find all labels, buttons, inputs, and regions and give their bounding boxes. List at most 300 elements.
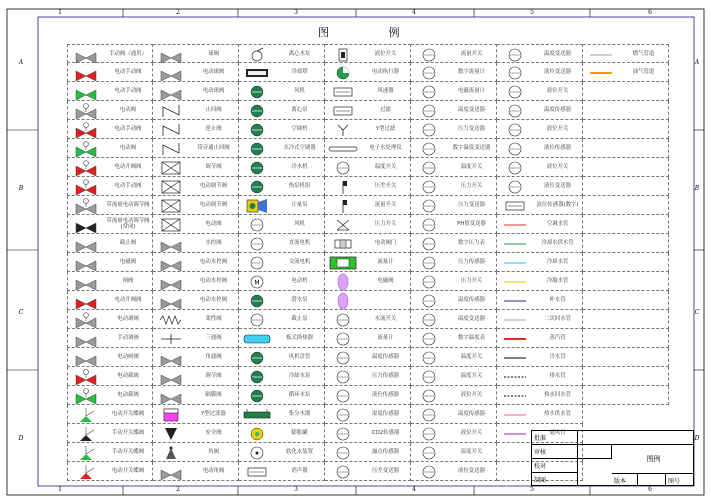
legend-item	[153, 196, 239, 215]
empty-icon	[583, 291, 619, 310]
legend-item	[583, 63, 669, 82]
circle-icon	[411, 462, 447, 481]
legend-item	[153, 443, 239, 462]
legend-label: 流量开关	[460, 50, 483, 57]
circle-icon	[411, 253, 447, 272]
legend-item	[67, 63, 153, 82]
legend-label: 空调机	[291, 126, 308, 132]
legend-item	[411, 101, 497, 120]
legend-item	[325, 158, 411, 177]
legend-label: 温度变送器	[458, 316, 485, 322]
legend-label: 过滤	[380, 107, 391, 113]
circle-dot-icon	[239, 443, 275, 462]
lamp-purple-icon	[325, 272, 361, 291]
legend-item	[325, 348, 411, 367]
line-yellow-icon	[497, 272, 533, 291]
valve-motor-green-icon	[68, 139, 104, 158]
legend-item	[239, 234, 325, 253]
empty-icon	[583, 253, 619, 272]
legend-item	[239, 139, 325, 158]
legend-label: 电动水控阀	[200, 278, 227, 284]
legend-label: 数字压力表	[458, 240, 485, 246]
valve-gray-icon	[68, 45, 104, 64]
check-icon	[153, 139, 189, 158]
legend-item	[497, 196, 583, 215]
legend-item	[411, 158, 497, 177]
legend-label: 压力变送器	[458, 126, 485, 132]
legend-item	[239, 63, 325, 82]
legend-label: 离心泵	[291, 107, 308, 113]
legend-label: 带流量电动调节阀(常闭)	[106, 218, 150, 230]
legend-label: 排水管	[549, 373, 566, 379]
circle-green-icon	[239, 158, 275, 177]
legend-label: 数字流量计	[458, 69, 485, 75]
legend-item	[583, 158, 669, 177]
valve-gray-icon	[153, 234, 189, 253]
legend-item	[411, 443, 497, 462]
legend-item	[239, 443, 325, 462]
legend-item	[67, 272, 153, 291]
legend-label: 截止泵	[291, 316, 308, 322]
valve-gray-icon	[68, 272, 104, 291]
legend-item	[239, 196, 325, 215]
circle-green-icon	[239, 120, 275, 139]
legend-label: 风机	[294, 88, 305, 94]
valve-motor-red-icon	[68, 177, 104, 196]
legend-item	[239, 291, 325, 310]
tb-header	[578, 431, 693, 445]
legend-item	[325, 329, 411, 348]
legend-label: 液位传感器	[372, 392, 399, 398]
legend-label: 直流电机	[288, 240, 311, 246]
valve-gray-icon	[153, 386, 189, 405]
circle-icon	[411, 329, 447, 348]
legend-item	[153, 291, 239, 310]
legend-label: 电动阀	[205, 221, 222, 227]
legend-label: 露点传感器	[372, 449, 399, 455]
legend-item	[325, 215, 411, 234]
row-label-A-left: A	[18, 59, 24, 66]
legend-label: 电子水处理仪	[369, 145, 402, 151]
legend-item	[67, 120, 153, 139]
legend-label: 电动执行器	[372, 69, 399, 75]
legend-label: 手动开关蝶阀	[111, 449, 145, 455]
pump-side-icon	[239, 45, 275, 64]
legend-item	[583, 177, 669, 196]
tb-version-value	[638, 473, 666, 486]
valve-motor-icon	[68, 196, 104, 215]
legend-label: 压差开关	[374, 183, 397, 189]
circle-icon	[411, 291, 447, 310]
valve-gray-icon	[153, 253, 189, 272]
circle-icon	[325, 329, 361, 348]
legend-label: 离心水泵	[288, 50, 311, 57]
legend-label: PH值变送器	[457, 221, 486, 227]
box-x-icon	[153, 196, 189, 215]
column-label-4-bottom: 4	[412, 486, 416, 493]
legend-item	[325, 424, 411, 443]
legend-item	[239, 329, 325, 348]
empty-icon	[497, 462, 533, 481]
legend-item	[67, 405, 153, 424]
tb-draw: 制图	[532, 473, 578, 486]
legend-label: 电动闸阀	[117, 354, 139, 360]
legend-item	[67, 348, 153, 367]
legend-label: 交流电机	[288, 259, 311, 265]
legend-item	[497, 82, 583, 101]
funnel-icon	[153, 424, 189, 443]
legend-item	[325, 386, 411, 405]
tank-cyan-icon	[239, 329, 275, 348]
circle-icon	[325, 348, 361, 367]
legend-item	[153, 44, 239, 63]
valve-red-icon	[68, 63, 104, 82]
legend-item	[325, 139, 411, 158]
circle-icon	[411, 215, 447, 234]
legend-label: 冷却水泵	[288, 373, 311, 379]
circle-icon	[497, 45, 533, 64]
angle-green-icon	[68, 405, 104, 424]
legend-item	[325, 120, 411, 139]
legend-item	[583, 386, 669, 405]
empty-icon	[583, 367, 619, 386]
legend-item	[411, 310, 497, 329]
circle-icon	[325, 443, 361, 462]
legend-item	[411, 329, 497, 348]
legend-label: 止回阀	[205, 107, 222, 113]
legend-label: 热水回水管	[544, 392, 571, 398]
legend-item	[325, 291, 411, 310]
legend-label: Y型过滤器	[201, 411, 226, 417]
empty-icon	[583, 348, 619, 367]
legend-item	[325, 63, 411, 82]
legend-item	[411, 177, 497, 196]
legend-item	[239, 158, 325, 177]
empty-icon	[583, 272, 619, 291]
valve-motor-red-icon	[68, 158, 104, 177]
legend-label: 电动阀门	[374, 240, 397, 246]
legend-label: 循环水泵	[288, 392, 311, 398]
fan-yellow-icon	[239, 196, 275, 215]
legend-label: 水流开关	[374, 316, 397, 322]
valve-gray-icon	[153, 462, 189, 481]
legend-label: 流量开关	[374, 202, 397, 208]
legend-label: 电动开阀阀	[114, 297, 142, 303]
legend-item	[325, 253, 411, 272]
tb-blank-1	[578, 445, 612, 459]
empty-icon	[583, 120, 619, 139]
legend-item	[67, 177, 153, 196]
legend-label: 潜水泵	[291, 297, 308, 303]
legend-label: 温度传感器	[458, 297, 485, 303]
line-gray-icon	[583, 45, 619, 64]
legend-label: 电动水控阀	[200, 297, 227, 303]
legend-label: 电动调节阀	[200, 183, 227, 189]
legend-item	[411, 348, 497, 367]
column-label-3-top: 3	[294, 9, 298, 16]
circle-icon	[411, 139, 447, 158]
column-label-5-top: 5	[530, 9, 534, 16]
column-label-3-bottom: 3	[294, 486, 298, 493]
line-green-icon	[497, 234, 533, 253]
row-label-C-right: C	[694, 309, 700, 316]
circle-icon	[411, 443, 447, 462]
legend-item	[67, 139, 153, 158]
legend-label: 电动开关蝶阀	[111, 411, 145, 417]
zigzag-icon	[153, 310, 189, 329]
legend-label: 消声器	[291, 468, 308, 474]
legend-label: 液位变送器	[458, 468, 485, 474]
box-x-icon	[153, 215, 189, 234]
legend-item	[583, 101, 669, 120]
circle-icon	[497, 120, 533, 139]
tb-version: 版本	[612, 473, 638, 486]
legend-label: 电动手动阀	[114, 88, 142, 94]
circle-icon	[239, 310, 275, 329]
circle-green-icon	[239, 291, 275, 310]
legend-item	[67, 44, 153, 63]
legend-item	[239, 120, 325, 139]
legend-label: 数字温度变送器	[452, 145, 491, 151]
legend-item	[583, 44, 669, 63]
legend-label: 温度传感器	[372, 354, 399, 360]
legend-label: 电动手动阀	[114, 69, 142, 75]
legend-item	[239, 462, 325, 481]
legend-label: 电动手动阀	[114, 126, 142, 132]
legend-label: 流量计	[377, 259, 394, 265]
circle-icon	[497, 63, 533, 82]
row-label-D-right: D	[694, 435, 700, 442]
legend-label: 带旁通止回阀	[197, 145, 230, 151]
valve-gray-icon	[68, 253, 104, 272]
legend-label: Y型过滤	[375, 126, 396, 132]
legend-label: 温度传感器	[458, 411, 485, 417]
legend-item	[325, 44, 411, 63]
legend-label: 温度开关	[374, 164, 397, 170]
rect-icon	[497, 196, 533, 215]
legend-item	[153, 82, 239, 101]
bell-icon	[153, 443, 189, 462]
legend-label: 风机	[294, 221, 305, 227]
row-label-D-left: D	[18, 435, 24, 442]
legend-item	[411, 44, 497, 63]
circle-green-icon	[239, 348, 275, 367]
legend-item	[153, 139, 239, 158]
line-purple-icon	[497, 424, 533, 443]
legend-item	[497, 44, 583, 63]
legend-label: 球阀	[208, 50, 219, 57]
legend-item	[497, 405, 583, 424]
legend-label: 湿度开关	[460, 449, 483, 455]
legend-item	[411, 462, 497, 481]
circle-icon	[239, 234, 275, 253]
legend-item	[411, 291, 497, 310]
legend-label: 逆止阀	[205, 126, 222, 132]
legend-label: 调节阀	[205, 164, 222, 170]
legend-item	[411, 215, 497, 234]
empty-icon	[583, 101, 619, 120]
circle-icon	[497, 158, 533, 177]
legend-item	[583, 82, 669, 101]
legend-label: CO2传感器	[371, 430, 400, 436]
legend-item	[411, 272, 497, 291]
legend-item	[497, 253, 583, 272]
empty-icon	[583, 82, 619, 101]
column-label-5-bottom: 5	[530, 486, 534, 493]
legend-label: 风速器	[377, 88, 394, 94]
legend-label: 冷却水供水管	[541, 240, 574, 246]
legend-label: 液位变送器	[544, 69, 571, 75]
legend-label: 电动球阀	[202, 88, 225, 94]
box-x-icon	[153, 158, 189, 177]
legend-label: 冷凝水管	[546, 278, 569, 284]
legend-item	[67, 291, 153, 310]
circle-green-icon	[239, 386, 275, 405]
legend-item	[67, 234, 153, 253]
legend-item	[411, 196, 497, 215]
legend-label: 湿度传感器	[372, 411, 399, 417]
legend-label: 隔膜阀	[205, 392, 222, 398]
tb-check: 校对	[532, 459, 578, 473]
line-red-icon	[497, 215, 533, 234]
valve-green-icon	[68, 82, 104, 101]
line-dashed-icon	[497, 367, 533, 386]
legend-item	[325, 82, 411, 101]
column-label-2-bottom: 2	[176, 486, 180, 493]
legend-item	[153, 120, 239, 139]
pole-icon	[325, 196, 361, 215]
legend-item	[497, 348, 583, 367]
row-label-C-left: C	[18, 309, 24, 316]
legend-label: 温度变送器	[458, 107, 485, 113]
legend-label: 温度开关	[460, 164, 483, 170]
legend-item	[411, 367, 497, 386]
circle-icon	[411, 234, 447, 253]
circle-icon	[239, 253, 275, 272]
circle-icon	[497, 139, 533, 158]
legend-label: 压差变送器	[372, 468, 399, 474]
legend-item	[153, 63, 239, 82]
empty-icon	[583, 158, 619, 177]
legend-label: 蒸汽管	[549, 335, 566, 341]
circle-icon	[411, 101, 447, 120]
legend-item	[497, 158, 583, 177]
legend-item	[325, 177, 411, 196]
circle-green-icon	[239, 177, 275, 196]
legend-item	[153, 348, 239, 367]
legend-label: 压力开关	[460, 278, 483, 284]
tb-drawing-no: 图号	[666, 473, 693, 486]
tb-approve: 批准	[532, 431, 578, 445]
circle-icon	[411, 45, 447, 64]
circle-icon	[411, 158, 447, 177]
angle-black-icon	[68, 424, 104, 443]
legend-item	[153, 177, 239, 196]
legend-item	[67, 310, 153, 329]
legend-item	[411, 424, 497, 443]
legend-item	[583, 348, 669, 367]
circle-icon	[411, 367, 447, 386]
valve-gray-icon	[153, 45, 189, 64]
circle-green-icon	[239, 82, 275, 101]
legend-item	[583, 367, 669, 386]
legend-item	[153, 462, 239, 481]
legend-label: 温度开关	[460, 354, 483, 360]
legend-label: 风机盘管	[288, 354, 311, 360]
legend-item	[411, 253, 497, 272]
tb-drawing-name: 图例	[646, 455, 661, 463]
legend-item	[153, 367, 239, 386]
legend-label: 液位传感器(数字)	[536, 202, 579, 208]
circle-icon	[325, 310, 361, 329]
circle-green-icon	[239, 139, 275, 158]
circle-icon	[325, 367, 361, 386]
circle-icon	[411, 348, 447, 367]
legend-label: 电动调阀	[117, 316, 139, 322]
legend-label: 液位传感器	[544, 145, 571, 151]
legend-label: 电动截阀	[117, 373, 139, 379]
empty-icon	[583, 310, 619, 329]
legend-item	[583, 310, 669, 329]
angle-green-icon	[68, 443, 104, 462]
legend-item	[239, 101, 325, 120]
legend-label: 压力开关	[374, 221, 397, 227]
pole-icon	[325, 177, 361, 196]
legend-item	[153, 234, 239, 253]
legend-item	[497, 215, 583, 234]
legend-item	[239, 367, 325, 386]
pie-icon	[325, 63, 361, 82]
legend-label: 液位开关	[374, 50, 397, 57]
legend-label: 电磁阀	[377, 278, 394, 284]
empty-icon	[583, 329, 619, 348]
legend-label: 液位开关	[546, 88, 569, 94]
y-icon	[325, 120, 361, 139]
tube-icon	[325, 139, 361, 158]
legend-label: 压力开关	[460, 183, 483, 189]
legend-label: 调节阀	[205, 373, 222, 379]
legend-item	[325, 234, 411, 253]
circle-icon	[239, 215, 275, 234]
legend-label: 柔性阀	[205, 316, 222, 322]
legend-item	[583, 272, 669, 291]
valve-gray-icon	[68, 329, 104, 348]
empty-icon	[583, 234, 619, 253]
legend-item	[583, 139, 669, 158]
legend-item	[153, 405, 239, 424]
legend-label: 集分水器	[288, 411, 311, 417]
circle-icon	[411, 272, 447, 291]
rect-icon	[239, 462, 275, 481]
empty-icon	[497, 443, 533, 462]
column-label-6-top: 6	[648, 9, 652, 16]
circle-icon	[411, 63, 447, 82]
legend-label: 电动阀	[119, 107, 137, 113]
legend-item	[153, 101, 239, 120]
legend-item	[497, 139, 583, 158]
legend-label: 电动水控阀	[200, 259, 227, 265]
valve-gray-icon	[153, 63, 189, 82]
column-label-2-top: 2	[176, 9, 180, 16]
legend-label: 电动开阀阀	[114, 164, 142, 170]
legend-item	[67, 386, 153, 405]
valve-motor-icon	[68, 310, 104, 329]
row-label-A-right: A	[694, 59, 700, 66]
circle-icon	[497, 82, 533, 101]
line-blue-icon	[497, 291, 533, 310]
legend-item	[411, 139, 497, 158]
big-green-icon	[325, 253, 361, 272]
